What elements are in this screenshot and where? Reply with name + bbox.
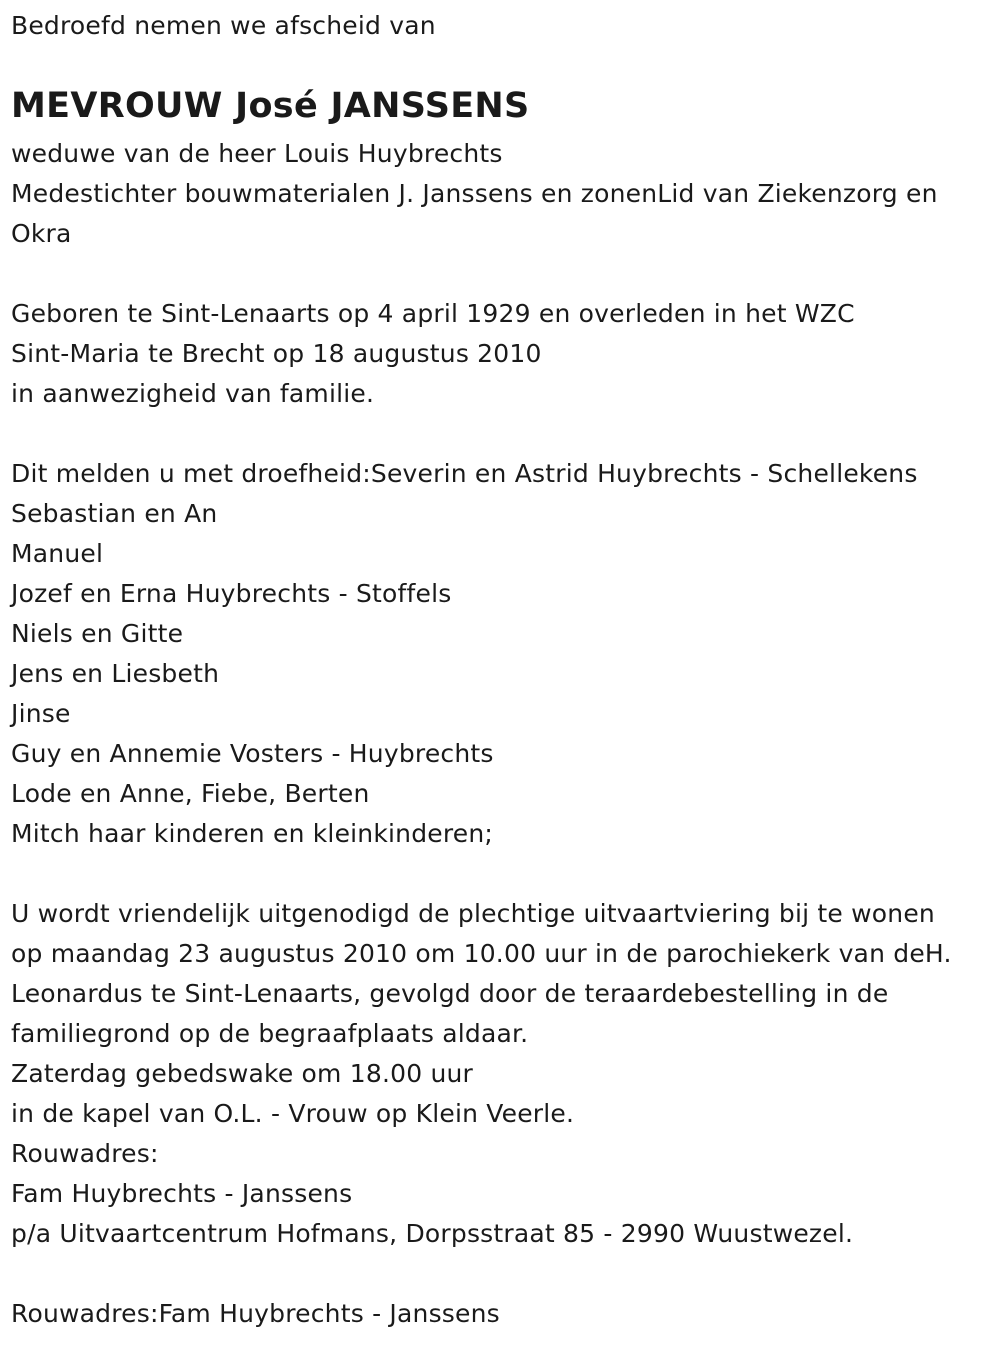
family-line: Sebastian en An (11, 499, 218, 528)
footer-line: Rouwadres:Fam Huybrechts - Janssens (11, 1299, 500, 1328)
funeral-section (11, 894, 952, 1254)
birth-death-line: in aanwezigheid van familie. (11, 379, 375, 408)
bio-line: Medestichter bouwmaterialen J. Janssens en zonenLid van Ziekenzorg en (11, 179, 938, 208)
family-section (11, 454, 918, 854)
birth-death-line: Geboren te Sint-Lenaarts op 4 april 1929 en overleden in het WZC (11, 299, 855, 328)
funeral-line: Leonardus te Sint-Lenaarts, gevolgd door de teraardebestelling in de (11, 979, 889, 1008)
family-line: Dit melden u met droefheid:Severin en Astrid Huybrechts - Schellekens (11, 459, 918, 488)
family-line: Guy en Annemie Vosters - Huybrechts (11, 739, 494, 768)
bio-section (11, 134, 938, 254)
funeral-line: in de kapel van O.L. - Vrouw op Klein Veerle. (11, 1099, 575, 1128)
funeral-line: op maandag 23 augustus 2010 om 10.00 uur in de parochiekerk van deH. (11, 939, 952, 968)
family-line: Manuel (11, 539, 104, 568)
funeral-line: p/a Uitvaartcentrum Hofmans, Dorpsstraat 85 - 2990 Wuustwezel. (11, 1219, 854, 1248)
funeral-line: Rouwadres: (11, 1139, 159, 1168)
bio-line: weduwe van de heer Louis Huybrechts (11, 139, 503, 168)
bio-line: Okra (11, 219, 72, 248)
family-line: Mitch haar kinderen en kleinkinderen; (11, 819, 494, 848)
funeral-line: familiegrond op de begraafplaats aldaar. (11, 1019, 529, 1048)
family-line: Lode en Anne, Fiebe, Berten (11, 779, 370, 808)
birth-death-section (11, 294, 855, 414)
intro-line: Bedroefd nemen we afscheid van (11, 11, 436, 40)
family-line: Jinse (11, 699, 71, 728)
birth-death-line: Sint-Maria te Brecht op 18 augustus 2010 (11, 339, 542, 368)
family-line: Jozef en Erna Huybrechts - Stoffels (11, 579, 452, 608)
funeral-line: Zaterdag gebedswake om 18.00 uur (11, 1059, 474, 1088)
footer-section (11, 1294, 500, 1334)
deceased-name: MEVROUW José JANSSENS (11, 86, 530, 126)
funeral-line: U wordt vriendelijk uitgenodigd de plechtige uitvaartviering bij te wonen (11, 899, 935, 928)
family-line: Jens en Liesbeth (11, 659, 220, 688)
funeral-line: Fam Huybrechts - Janssens (11, 1179, 353, 1208)
family-line: Niels en Gitte (11, 619, 184, 648)
